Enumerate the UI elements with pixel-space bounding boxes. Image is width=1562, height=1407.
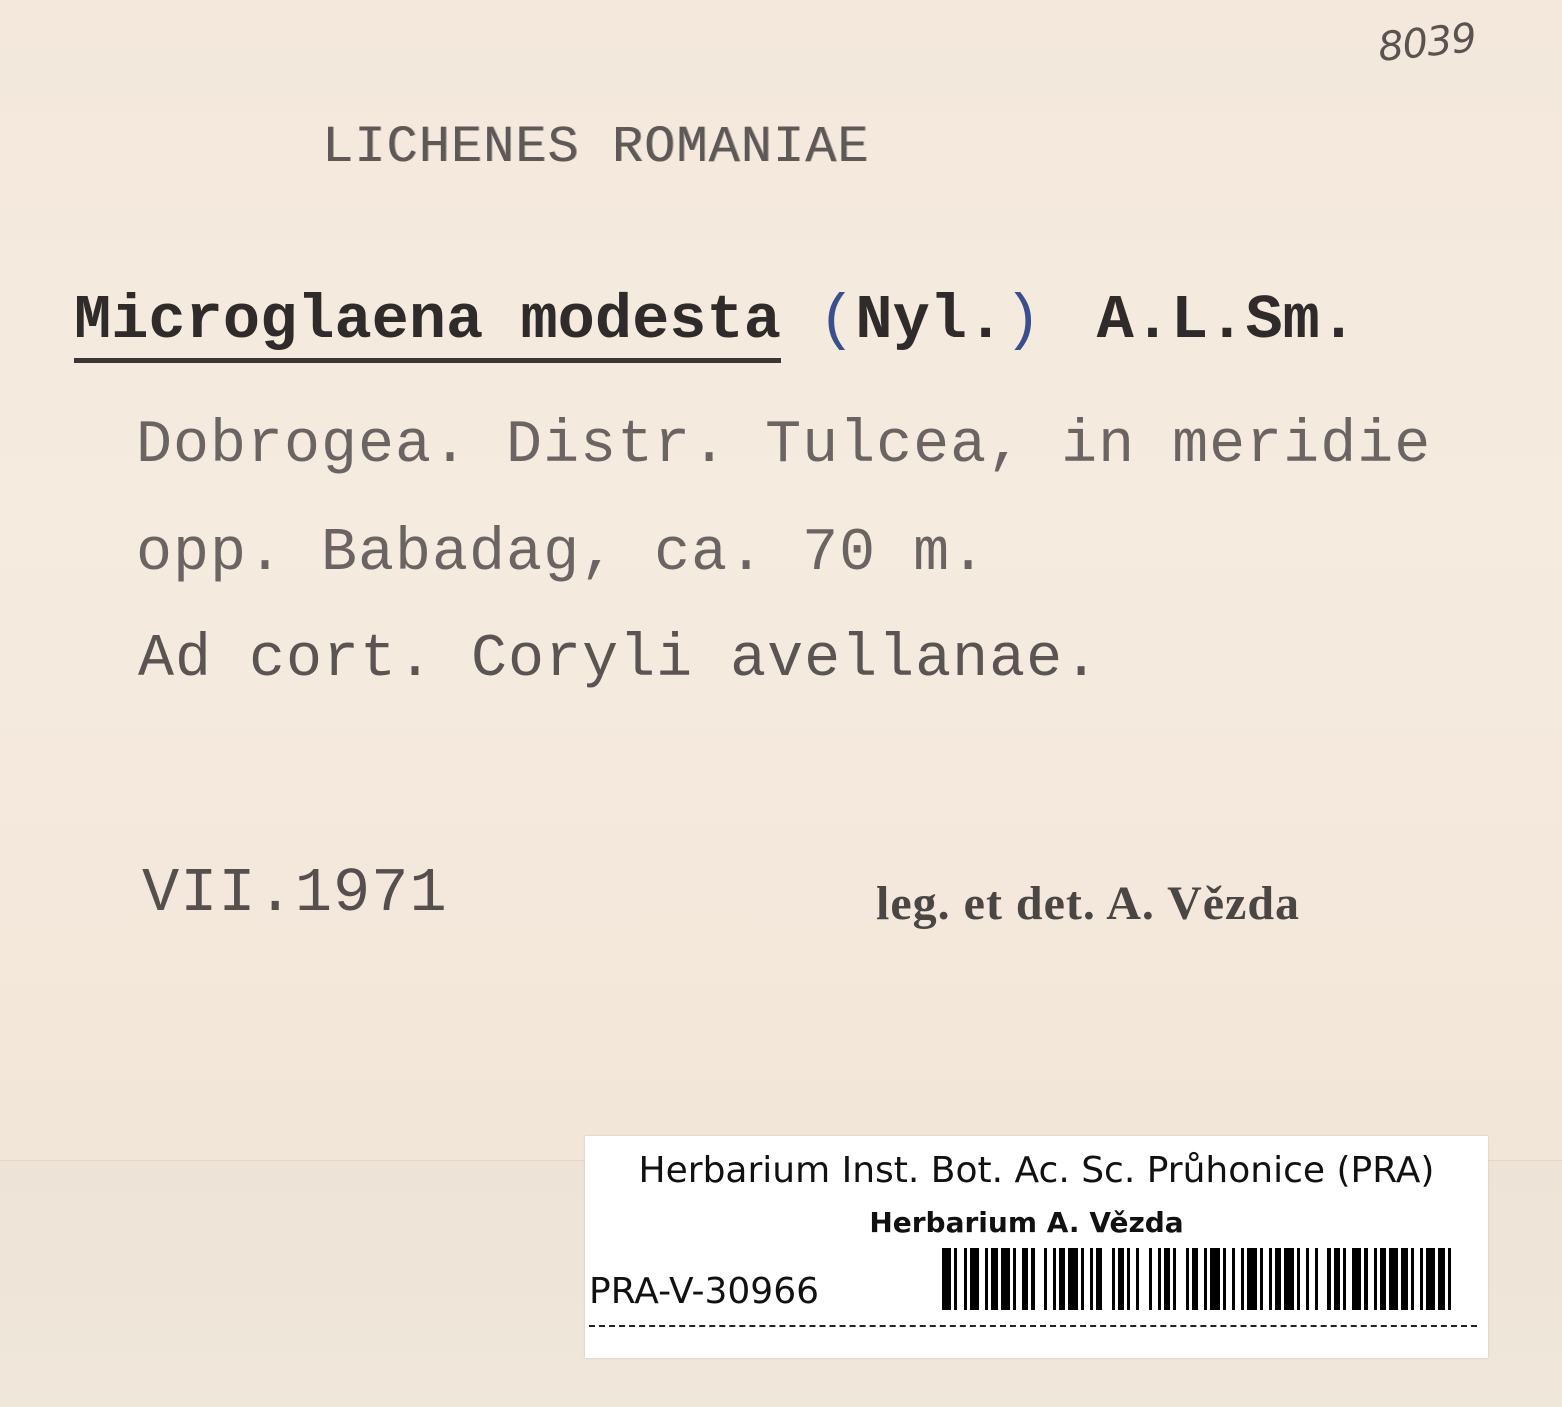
taxon-author-outer: A.L.Sm. <box>1096 285 1358 356</box>
taxon-author-inner: Nyl. <box>855 285 1005 356</box>
collector-line: leg. et det. A. Vězda <box>876 877 1301 930</box>
substrate-line: Ad cort. Coryli avellanae. <box>138 626 1101 694</box>
herbarium-institution: Herbarium Inst. Bot. Ac. Sc. Průhonice (PRA) <box>638 1150 1435 1191</box>
author-open-paren: ( <box>818 285 856 356</box>
herbarium-barcode-label <box>585 1136 1488 1358</box>
locality-line-1: Dobrogea. Distr. Tulcea, in meridie <box>136 412 1432 480</box>
label-header-title: LICHENES ROMANIAE <box>322 118 870 177</box>
herbarium-collection: Herbarium A. Vězda <box>869 1206 1184 1239</box>
taxon-name: Microglaena modesta <box>74 285 781 363</box>
taxon-line <box>74 285 1357 356</box>
author-close-paren: ) <box>1004 285 1042 356</box>
handwritten-catalog-number: 8039 <box>1375 15 1478 71</box>
barcode-icon <box>942 1248 1458 1310</box>
collection-date: VII.1971 <box>142 858 448 929</box>
specimen-id: PRA-V-30966 <box>589 1271 820 1312</box>
locality-line-2: opp. Babadag, ca. 70 m. <box>136 520 988 588</box>
dashed-cut-line <box>589 1325 1477 1327</box>
